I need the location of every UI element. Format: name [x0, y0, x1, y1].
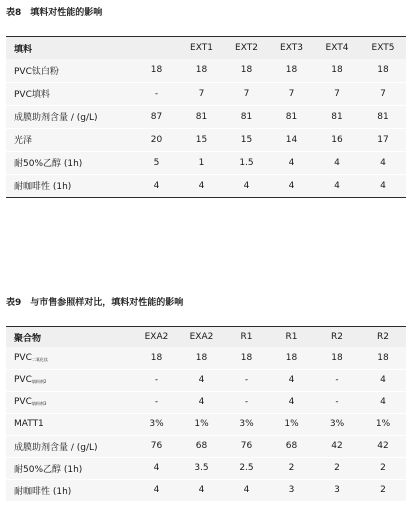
table-cell: 4 — [269, 391, 314, 413]
column-header: 填料 — [14, 44, 33, 55]
table-cell: 18 — [331, 65, 343, 76]
table-cell: 68 — [179, 435, 224, 457]
table-cell: 2 — [314, 457, 360, 479]
table-cell: 2 — [269, 457, 314, 479]
column-header: R1 — [285, 332, 298, 342]
table-cell: 18 — [240, 352, 253, 363]
column-header: EXT4 — [325, 43, 349, 53]
table-cell: 4 — [269, 369, 314, 391]
table-cell: - — [134, 369, 179, 391]
table-cell — [6, 369, 134, 391]
table-cell: 87 — [134, 105, 179, 128]
table-cell: 42 — [360, 435, 406, 457]
table-cell: 81 — [179, 105, 224, 128]
table-cell: 15 — [179, 128, 224, 151]
cell-subscript-text: 二氧化钛 — [31, 356, 48, 362]
table-cell: 成膜助剂含量 / (g/L) — [6, 105, 134, 128]
table-cell: 7 — [360, 82, 406, 105]
table-cell: 4 — [224, 174, 269, 197]
column-header: R1 — [240, 332, 253, 342]
table-row — [6, 435, 406, 457]
table9-body — [6, 347, 406, 501]
table-cell: - — [134, 82, 179, 105]
table-cell: 1% — [360, 413, 406, 435]
table-cell: - — [224, 391, 269, 413]
table-cell: 1% — [269, 413, 314, 435]
cell-subscript-text: 填料剂2 — [31, 379, 47, 384]
table-cell: 18 — [285, 65, 298, 76]
table-cell: 3% — [314, 413, 360, 435]
column-header: EXA2 — [144, 332, 169, 342]
table-cell: 7 — [269, 82, 314, 105]
table8-bottom-rule — [6, 197, 406, 198]
table-cell: 18 — [285, 352, 298, 363]
table-row — [6, 128, 406, 151]
table-cell: 3.5 — [179, 457, 224, 479]
table-cell: 4 — [269, 151, 314, 174]
table-cell: 18 — [150, 352, 163, 363]
table-cell: 5 — [134, 151, 179, 174]
table-cell: 15 — [224, 128, 269, 151]
table-cell: 4 — [314, 151, 360, 174]
table-cell: MATT1 — [6, 413, 134, 435]
table-cell: 7 — [314, 82, 360, 105]
table-row — [6, 347, 406, 369]
table-cell: 18 — [150, 65, 163, 76]
table-cell: 耐50%乙醇 (1h) — [6, 457, 134, 479]
cell-subscript-text: 填料剂3 — [31, 401, 47, 406]
table-cell: 4 — [360, 174, 406, 197]
column-header: EXT3 — [280, 43, 303, 53]
table-cell: 3% — [134, 413, 179, 435]
column-header — [134, 37, 179, 59]
table-cell: 4 — [360, 391, 406, 413]
table-row — [6, 82, 406, 105]
cell-base-text: PVC — [14, 397, 32, 407]
table-cell: 14 — [269, 128, 314, 151]
table-row — [6, 457, 406, 479]
table9-caption: 表9 与市售参照样对比，填料对性能的影响 — [6, 298, 184, 308]
table-cell: 7 — [224, 82, 269, 105]
column-header: R2 — [377, 332, 389, 342]
table-cell: 2 — [360, 457, 406, 479]
column-header: EXT1 — [190, 43, 213, 53]
table-cell: 4 — [224, 479, 269, 501]
table-cell: 81 — [360, 105, 406, 128]
table-cell: 81 — [224, 105, 269, 128]
table-row — [6, 59, 406, 82]
table-cell: 1 — [179, 151, 224, 174]
table-cell: 18 — [331, 352, 343, 363]
table-cell: 3 — [314, 479, 360, 501]
table9 — [6, 327, 406, 501]
table-cell: 4 — [179, 174, 224, 197]
table-cell — [6, 391, 134, 413]
table8-caption: 表8 填料对性能的影响 — [6, 8, 103, 18]
table-cell: 4 — [134, 174, 179, 197]
table-cell — [6, 347, 134, 369]
table-cell: PVC填料 — [6, 82, 134, 105]
table-cell: 2.5 — [224, 457, 269, 479]
table-row — [6, 413, 406, 435]
table-cell: 4 — [360, 369, 406, 391]
table-cell: 7 — [179, 82, 224, 105]
table8-header — [6, 37, 406, 59]
table-cell: 4 — [179, 369, 224, 391]
table-cell: 耐咖啡性 (1h) — [6, 479, 134, 501]
table-cell: 4 — [179, 479, 224, 501]
table-cell: 3% — [224, 413, 269, 435]
table-cell: 2 — [360, 479, 406, 501]
table-cell: 18 — [377, 352, 389, 363]
table-row — [6, 105, 406, 128]
table-cell: 68 — [269, 435, 314, 457]
table-cell: 18 — [377, 65, 389, 76]
header-row — [6, 327, 406, 347]
table-row — [6, 151, 406, 174]
table-cell: 耐50%乙醇 (1h) — [6, 151, 134, 174]
table-row — [6, 391, 406, 413]
table-cell: PVC钛白粉 — [14, 66, 59, 77]
table-cell: 20 — [134, 128, 179, 151]
table-cell: 4 — [314, 174, 360, 197]
column-header: EXT2 — [235, 43, 258, 53]
table-cell: 16 — [314, 128, 360, 151]
table-cell: 4 — [360, 151, 406, 174]
table-cell: 1.5 — [224, 151, 269, 174]
table-cell: 4 — [179, 391, 224, 413]
table-cell: 18 — [240, 65, 253, 76]
cell-base-text: PVC — [14, 375, 32, 385]
table-cell: 81 — [314, 105, 360, 128]
cell-base-text: PVC — [14, 352, 32, 363]
table-cell: 光泽 — [6, 128, 134, 151]
table9-header — [6, 327, 406, 347]
table-cell: 81 — [269, 105, 314, 128]
table-row — [6, 174, 406, 197]
column-header: EXA2 — [189, 332, 214, 342]
column-header: 聚合物 — [14, 333, 42, 344]
table-cell: 1% — [179, 413, 224, 435]
table-cell: 4 — [134, 479, 179, 501]
table-row — [6, 369, 406, 391]
table-cell: - — [314, 369, 360, 391]
table-cell: 76 — [224, 435, 269, 457]
column-header: R2 — [331, 332, 343, 342]
table-cell: 42 — [314, 435, 360, 457]
table-cell: 4 — [134, 457, 179, 479]
header-row — [6, 37, 406, 59]
table-cell: - — [134, 391, 179, 413]
table-cell: 3 — [269, 479, 314, 501]
table8 — [6, 37, 406, 197]
table-cell: 耐咖啡性 (1h) — [6, 174, 134, 197]
table-cell: 76 — [134, 435, 179, 457]
table-cell: 4 — [269, 174, 314, 197]
table-cell: - — [224, 369, 269, 391]
table-cell: 17 — [360, 128, 406, 151]
table-cell: 成膜助剂含量 / (g/L) — [6, 435, 134, 457]
table-cell: 18 — [195, 65, 208, 76]
table-cell: - — [314, 391, 360, 413]
table-cell: 18 — [195, 352, 208, 363]
table8-body — [6, 59, 406, 197]
column-header: EXT5 — [371, 43, 395, 53]
table-row — [6, 479, 406, 501]
